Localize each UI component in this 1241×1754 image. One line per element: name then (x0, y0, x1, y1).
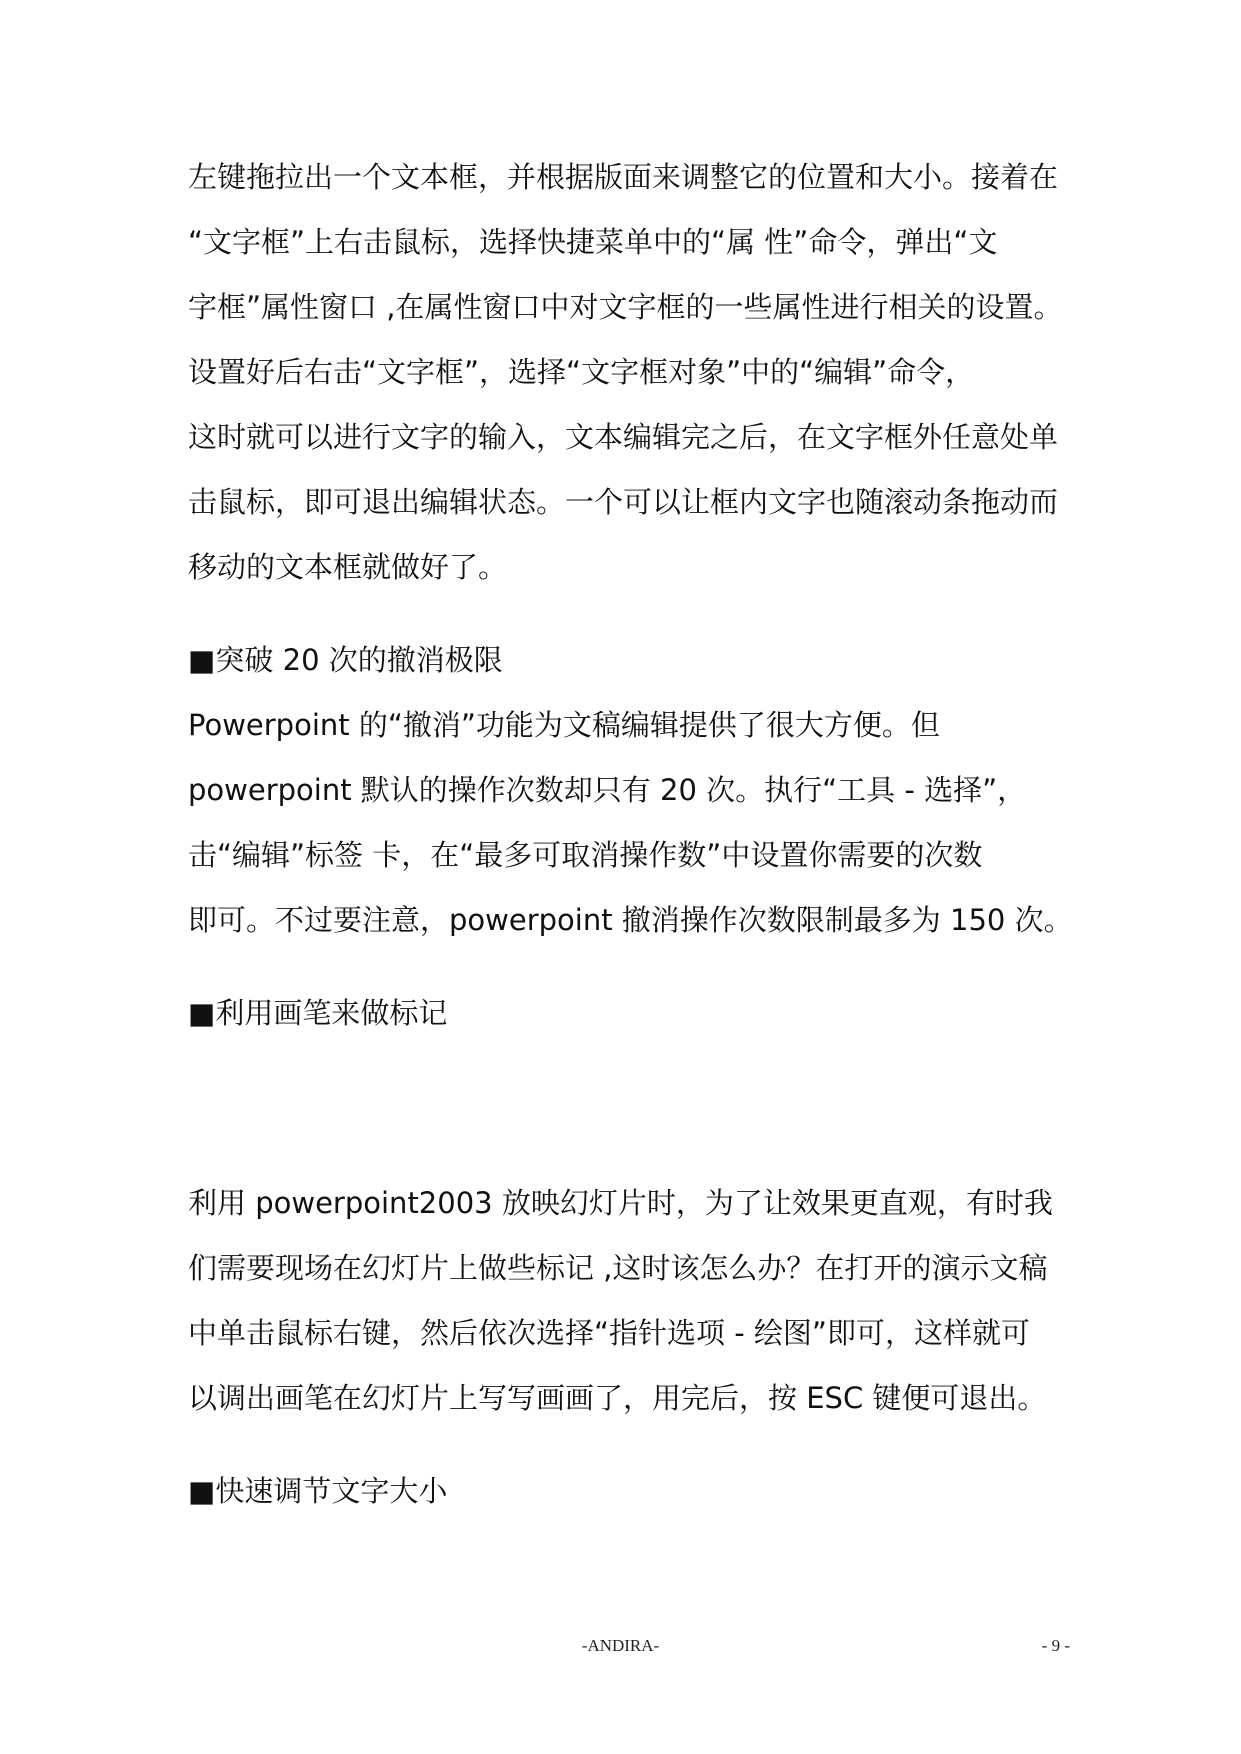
spacer (188, 953, 1068, 981)
section-heading-font-size: ■快速调节文字大小 (188, 1474, 448, 1508)
paragraph-line: 设置好后右击“文字框”，选择“文字框对象”中的“编辑”命令， (188, 355, 975, 389)
paragraph-line: 移动的文本框就做好了。 (188, 550, 508, 584)
paragraph-textbox-instructions (188, 145, 1068, 600)
spacer (188, 1046, 1068, 1171)
paragraph-line: 这时就可以进行文字的输入，文本编辑完之后，在文字框外任意处单 (188, 420, 1059, 454)
footer-author: -ANDIRA- (581, 1636, 660, 1655)
paragraph-line: 左键拖拉出一个文本框，并根据版面来调整它的位置和大小。接着在 (188, 160, 1059, 194)
page-content (188, 145, 1073, 1524)
paragraph-line: 们需要现场在幻灯片上做些标记 ,这时该怎么办？在打开的演示文稿 (188, 1251, 1048, 1285)
paragraph-line: 中单击鼠标右键，然后依次选择“指针选项 - 绘图”即可，这样就可 (188, 1316, 1030, 1350)
paragraph-line: 击“编辑”标签 卡，在“最多可取消操作数”中设置你需要的次数 (188, 838, 983, 872)
spacer (188, 1431, 1068, 1459)
paragraph-line: 利用 powerpoint2003 放映幻灯片时，为了让效果更直观，有时我 (188, 1186, 1053, 1220)
spacer (188, 600, 1068, 628)
paragraph-line: 即可。不过要注意，powerpoint 撤消操作次数限制最多为 150 次。 (188, 903, 1073, 937)
section-heading-undo-limit: ■突破 20 次的撤消极限 (188, 643, 503, 677)
paragraph-line: 字框”属性窗口 ,在属性窗口中对文字框的一些属性进行相关的设置。 (188, 290, 1063, 324)
paragraph-line: 以调出画笔在幻灯片上写写画画了，用完后，按 ESC 键便可退出。 (188, 1381, 1047, 1415)
section-heading-pen-marking: ■利用画笔来做标记 (188, 996, 448, 1030)
paragraph-pen-marking (188, 1171, 1068, 1431)
paragraph-line: “文字框”上右击鼠标，选择快捷菜单中的“属 性”命令，弹出“文 (188, 225, 998, 259)
footer-page-number: - 9 - (1041, 1636, 1070, 1655)
paragraph-line: 击鼠标，即可退出编辑状态。一个可以让框内文字也随滚动条拖动而 (188, 485, 1059, 519)
paragraph-undo-limit (188, 693, 1073, 953)
paragraph-line: Powerpoint 的“撤消”功能为文稿编辑提供了很大方便。但 (188, 708, 940, 742)
paragraph-line: powerpoint 默认的操作次数却只有 20 次。执行“工具 - 选择”， (188, 773, 1027, 807)
